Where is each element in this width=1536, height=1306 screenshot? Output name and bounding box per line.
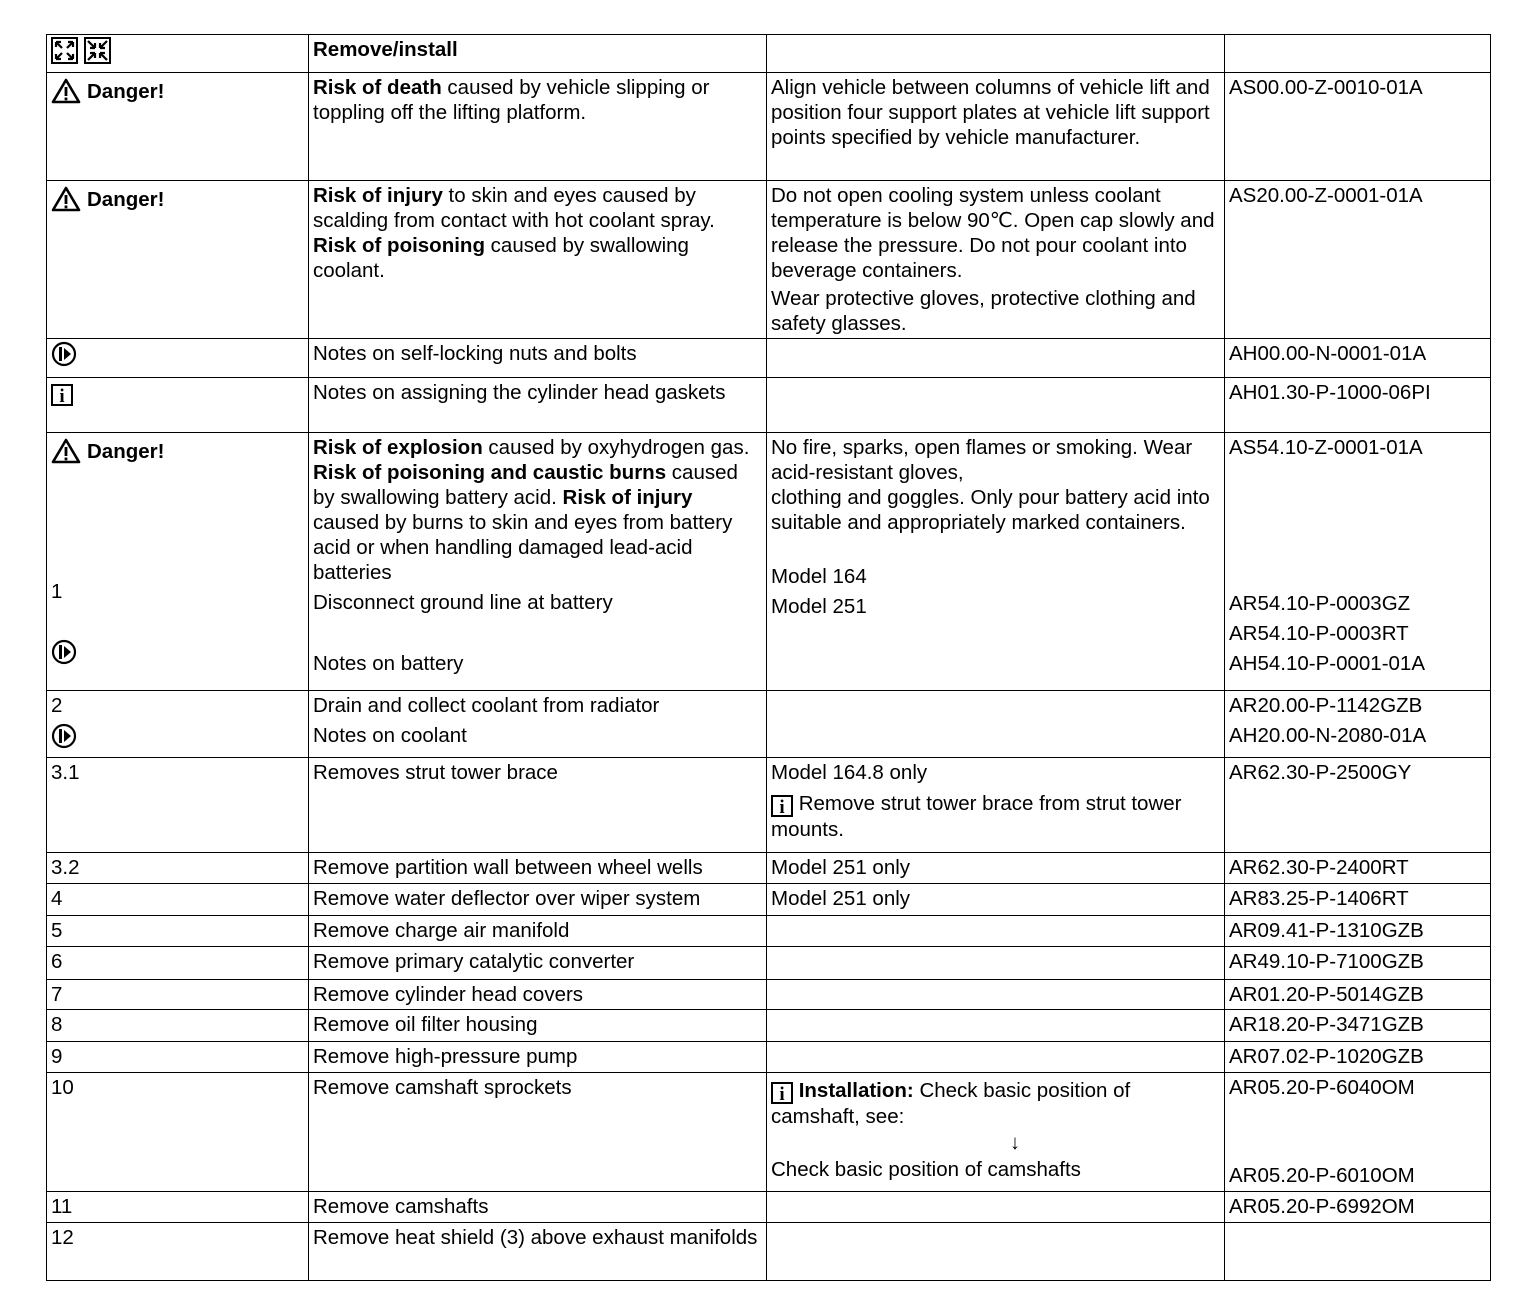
safety-action: Align vehicle between columns of vehicle lift and position four support plates at vehicle lift support points specified by vehicle manufacturer.	[767, 73, 1225, 181]
step-number: 5	[47, 916, 309, 947]
reference-code	[1225, 1223, 1491, 1281]
header-title: Remove/install	[313, 38, 458, 61]
reference-code[interactable]: AR05.20-P-6040OM	[1229, 1076, 1415, 1099]
step-description: Drain and collect coolant from radiator	[313, 694, 660, 717]
step-description: Remove partition wall between wheel wells	[309, 853, 767, 884]
reference-code[interactable]: AR20.00-P-1142GZB	[1229, 694, 1423, 717]
step-description: Remove charge air manifold	[309, 916, 767, 947]
safety-action: No fire, sparks, open flames or smoking. Wear acid-resistant gloves, clothing and goggles. Only pour battery acid into suitable and appropriately marked containers. Model 164 Model 251	[767, 433, 1225, 691]
reference-code[interactable]: AR62.30-P-2500GY	[1225, 758, 1491, 853]
reference-code[interactable]: AR09.41-P-1310GZB	[1225, 916, 1491, 947]
step-description: Remove cylinder head covers	[309, 980, 767, 1010]
table-row	[47, 853, 1491, 884]
reference-code[interactable]: AR05.20-P-6010OM	[1229, 1164, 1415, 1187]
step-number: 8	[47, 1010, 309, 1042]
reference-code[interactable]: AH00.00-N-0001-01A	[1225, 339, 1491, 378]
step-number: 1	[51, 580, 63, 603]
table-row	[47, 980, 1491, 1010]
step-number: 3.1	[47, 758, 309, 853]
step-description: Remove camshafts	[309, 1192, 767, 1223]
step-number: 6	[47, 947, 309, 980]
hazard-description: Risk of death caused by vehicle slipping or toppling off the lifting platform.	[309, 73, 767, 181]
step-number: 3.2	[47, 853, 309, 884]
reference-code[interactable]: AH54.10-P-0001-01A	[1229, 652, 1426, 675]
note-icon	[51, 639, 77, 665]
info-icon: i	[771, 1082, 793, 1104]
table-row	[47, 884, 1491, 916]
note-description: Notes on assigning the cylinder head gaskets	[309, 378, 767, 433]
info-note: i Remove strut tower brace from strut tower mounts.	[771, 792, 1182, 841]
reference-code[interactable]: AS20.00-Z-0001-01A	[1225, 181, 1491, 339]
danger-label: Danger!	[51, 186, 164, 212]
step-description: Remove heat shield (3) above exhaust manifolds	[309, 1223, 767, 1281]
table-row	[47, 433, 1491, 691]
step-description: Remove high-pressure pump	[309, 1042, 767, 1073]
info-icon: i	[51, 384, 73, 406]
reference-code[interactable]: AH01.30-P-1000-06PI	[1225, 378, 1491, 433]
step-number: 2	[51, 694, 63, 717]
down-arrow-icon: ↓	[1009, 1131, 1021, 1154]
table-row	[47, 1223, 1491, 1281]
info-icon: i	[771, 795, 793, 817]
step-description: Remove oil filter housing	[309, 1010, 767, 1042]
model-note: Model 164.8 only	[771, 761, 928, 784]
table-row	[47, 1192, 1491, 1223]
reference-code[interactable]: AR54.10-P-0003RT	[1229, 622, 1409, 645]
reference-code[interactable]: AR18.20-P-3471GZB	[1225, 1010, 1491, 1042]
reference-code[interactable]: AR07.02-P-1020GZB	[1225, 1042, 1491, 1073]
step-description: Remove camshaft sprockets	[309, 1073, 767, 1192]
danger-label: Danger!	[51, 78, 164, 104]
table-row	[47, 916, 1491, 947]
safety-action: Do not open cooling system unless coolant temperature is below 90℃. Open cap slowly and release the pressure. Do not pour coolant into beverage containers. Wear protective gloves, protective clothing and safety glasses.	[767, 181, 1225, 339]
danger-label: Danger!	[51, 438, 164, 464]
step-description: Disconnect ground line at battery	[313, 591, 613, 614]
reference-code[interactable]: AR54.10-P-0003GZ	[1229, 592, 1411, 615]
table-row	[47, 947, 1491, 980]
step-number: 7	[47, 980, 309, 1010]
hazard-description: Risk of explosion caused by oxyhydrogen gas. Risk of poisoning and caustic burns caused by swallowing battery acid. Risk of injury caused by burns to skin and eyes from battery acid or when handling damaged lead-acid batteries Disconnect ground line at battery Notes on battery	[309, 433, 767, 691]
repair-procedure-table	[46, 34, 1491, 1281]
table-row	[47, 73, 1491, 181]
table-row	[47, 1073, 1491, 1192]
step-number: 12	[47, 1223, 309, 1281]
note-description: Notes on self-locking nuts and bolts	[309, 339, 767, 378]
step-description: Removes strut tower brace	[309, 758, 767, 853]
note-description: Notes on battery	[313, 652, 464, 675]
remove-icon	[51, 37, 78, 64]
reference-code[interactable]: AR05.20-P-6992OM	[1225, 1192, 1491, 1223]
model-note: Model 251	[771, 595, 867, 618]
table-row	[47, 339, 1491, 378]
warning-triangle-icon	[51, 186, 81, 212]
reference-code[interactable]: AS00.00-Z-0010-01A	[1225, 73, 1491, 181]
table-row	[47, 181, 1491, 339]
model-note: Model 164	[771, 565, 867, 588]
step-description: Remove water deflector over wiper system	[309, 884, 767, 916]
header-icons-cell	[47, 35, 309, 73]
step-number: 4	[47, 884, 309, 916]
hazard-description: Risk of injury to skin and eyes caused by scalding from contact with hot coolant spray. Risk of poisoning caused by swallowing coolant.	[309, 181, 767, 339]
info-note: i Installation: Check basic position of camshaft, see:	[771, 1079, 1131, 1128]
step-description: Remove primary catalytic converter	[309, 947, 767, 980]
step-number: 10	[47, 1073, 309, 1192]
cross-reference-link[interactable]: Check basic position of camshafts	[771, 1158, 1081, 1181]
model-note: Model 251 only	[767, 853, 1225, 884]
step-number: 9	[47, 1042, 309, 1073]
warning-triangle-icon	[51, 438, 81, 464]
step-number: 11	[47, 1192, 309, 1223]
note-icon	[51, 341, 77, 367]
table-row	[47, 1042, 1491, 1073]
note-description: Notes on coolant	[313, 724, 467, 747]
table-row	[47, 1010, 1491, 1042]
warning-triangle-icon	[51, 78, 81, 104]
header-row	[47, 35, 1491, 73]
reference-code[interactable]: AR83.25-P-1406RT	[1225, 884, 1491, 916]
reference-code[interactable]: AR49.10-P-7100GZB	[1225, 947, 1491, 980]
table-row	[47, 691, 1491, 758]
install-icon	[84, 37, 111, 64]
note-icon	[51, 723, 77, 749]
reference-code[interactable]: AS54.10-Z-0001-01A	[1229, 436, 1423, 459]
reference-code[interactable]: AR01.20-P-5014GZB	[1225, 980, 1491, 1010]
reference-code[interactable]: AR62.30-P-2400RT	[1225, 853, 1491, 884]
reference-code[interactable]: AH20.00-N-2080-01A	[1229, 724, 1427, 747]
table-row	[47, 378, 1491, 433]
model-note: Model 251 only	[767, 884, 1225, 916]
table-row	[47, 758, 1491, 853]
